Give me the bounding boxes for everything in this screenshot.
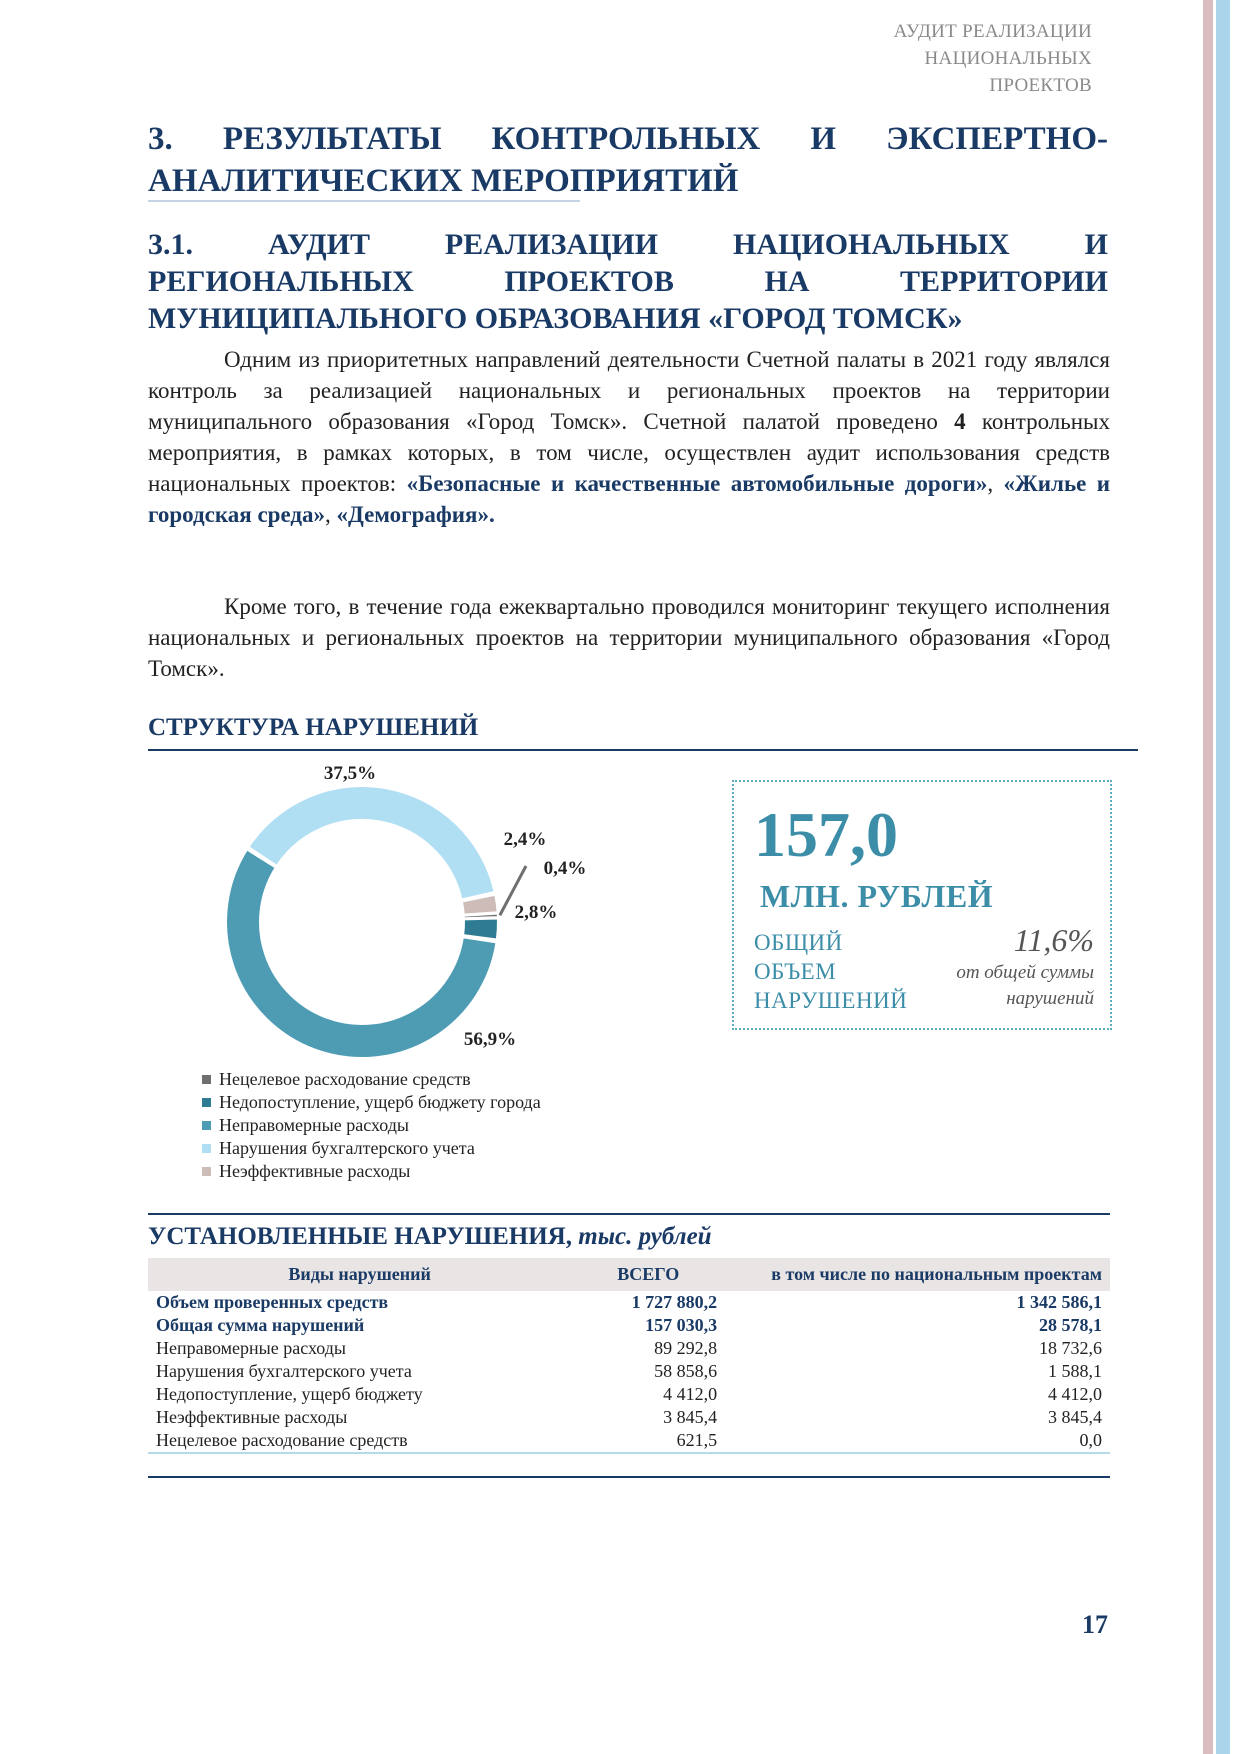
- data-label: 37,5%: [323, 763, 377, 784]
- col-header-national: в том числе по национальным проектам: [725, 1258, 1110, 1291]
- subsection-title: 3.1. АУДИТ РЕАЛИЗАЦИИ НАЦИОНАЛЬНЫХ И РЕГИОНАЛЬНЫХ ПРОЕКТОВ НА ТЕРРИТОРИИ МУНИЦИПАЛЬНОГО ОБРАЗОВАНИЯ «ГОРОД ТОМСК»: [148, 228, 1108, 335]
- data-label: 2,4%: [503, 829, 547, 850]
- running-header-line: ПРОЕКТОВ: [989, 75, 1092, 96]
- table-row: [148, 1406, 1110, 1429]
- paragraph-1-count: 4: [954, 409, 966, 434]
- paragraph-2-text: Кроме того, в течение года ежеквартально проводился мониторинг текущего исполнения национальных и региональных проектов на территории муниципального образования «Город Томск».: [148, 594, 1110, 681]
- project-2: «Жилье и городская среда»: [148, 471, 1110, 527]
- legend-item: [202, 1114, 541, 1137]
- table-row: [148, 1429, 1110, 1453]
- callout-label-line: ОБЩИЙ: [754, 930, 843, 955]
- cell-total: 1 727 880,2: [631, 1292, 718, 1312]
- legend-swatch: [202, 1144, 211, 1153]
- cell-national: 1 342 586,1: [1016, 1292, 1102, 1312]
- side-bar-blue: [1216, 0, 1230, 1754]
- legend-swatch: [202, 1075, 211, 1084]
- legend-label: Неэффективные расходы: [219, 1161, 411, 1181]
- violations-donut-chart: [190, 752, 630, 1072]
- legend-swatch: [202, 1121, 211, 1130]
- cell-national: 4 412,0: [1048, 1384, 1102, 1404]
- cell-national: 18 732,6: [1039, 1338, 1102, 1358]
- table-row: [148, 1383, 1110, 1406]
- project-1: «Безопасные и качественные автомобильные дороги»: [406, 471, 988, 496]
- cell-national: 28 578,1: [1039, 1315, 1102, 1335]
- cell-national: 3 845,4: [1048, 1407, 1102, 1427]
- paragraph-2: [148, 591, 1110, 684]
- callout-unit: МЛН. РУБЛЕЙ: [760, 878, 994, 914]
- cell-total: 621,5: [571, 1429, 725, 1453]
- table-body: [148, 1291, 1110, 1453]
- running-header-line: НАЦИОНАЛЬНЫХ: [924, 48, 1092, 69]
- cell-type: Неэффективные расходы: [156, 1407, 348, 1427]
- data-label: 56,9%: [463, 1029, 517, 1050]
- paragraph-1-text-b: контрольных мероприятия, в рамках которых, в том числе, осуществлен аудит использования средств национальных проектов:: [148, 409, 1111, 496]
- structure-rule: [148, 749, 1138, 751]
- section-title-underline: [148, 200, 580, 202]
- legend-label: Недопоступление, ущерб бюджету города: [219, 1092, 541, 1112]
- callout-percent-note-line: от общей суммы: [956, 962, 1094, 983]
- legend-swatch: [202, 1098, 211, 1107]
- cell-type: Недопоступление, ущерб бюджету: [156, 1384, 423, 1404]
- paragraph-1-text-a: Одним из приоритетных направлений деятельности Счетной палаты в 2021 году являлся контроль за реализацией национальных и региональных проектов на территории муниципального образования «Город Томск». Счетной палатой проведено: [148, 347, 1110, 434]
- cell-type: Неправомерные расходы: [156, 1338, 347, 1358]
- table-title-unit: тыс. рублей: [578, 1223, 712, 1250]
- chart-legend: [202, 1068, 541, 1183]
- legend-label: Нецелевое расходование средств: [219, 1069, 471, 1089]
- cell-total: 58 858,6: [654, 1361, 718, 1381]
- section-title: 3. РЕЗУЛЬТАТЫ КОНТРОЛЬНЫХ И ЭКСПЕРТНО-АНАЛИТИЧЕСКИХ МЕРОПРИЯТИЙ: [148, 121, 1108, 199]
- callout-label: [754, 928, 907, 1015]
- cell-type: Нарушения бухгалтерского учета: [156, 1361, 412, 1381]
- donut-slice: [249, 786, 495, 899]
- callout-percent: 11,6%: [1013, 922, 1094, 958]
- separator: ,: [987, 471, 1004, 496]
- cell-total: 4 412,0: [663, 1384, 718, 1404]
- legend-swatch: [202, 1167, 211, 1176]
- cell-type: Объем проверенных средств: [156, 1292, 389, 1312]
- table-header-row: [148, 1258, 1110, 1291]
- table-top-rule: [148, 1213, 1110, 1215]
- cell-type: Нецелевое расходование средств: [148, 1429, 571, 1453]
- running-header-line: АУДИТ РЕАЛИЗАЦИИ: [893, 21, 1092, 42]
- table-title-text: УСТАНОВЛЕННЫЕ НАРУШЕНИЯ,: [148, 1223, 572, 1250]
- table-row: [148, 1314, 1110, 1337]
- separator: ,: [324, 502, 337, 527]
- legend-label: Неправомерные расходы: [219, 1115, 410, 1135]
- col-header-total: ВСЕГО: [571, 1258, 725, 1291]
- callout-label-line: НАРУШЕНИЙ: [754, 988, 908, 1013]
- total-violations-callout: [732, 780, 1112, 1030]
- page-number: 17: [1082, 1610, 1108, 1639]
- table-title: [148, 1223, 712, 1251]
- col-header-type: Виды нарушений: [148, 1258, 571, 1291]
- cell-national: 0,0: [725, 1429, 1110, 1453]
- cell-total: 3 845,4: [663, 1407, 718, 1427]
- legend-item: [202, 1068, 541, 1091]
- table-row: [148, 1337, 1110, 1360]
- legend-label: Нарушения бухгалтерского учета: [219, 1138, 475, 1158]
- legend-item: [202, 1091, 541, 1114]
- paragraph-1: [148, 344, 1110, 530]
- callout-percent-note-line: нарушений: [1006, 988, 1094, 1009]
- side-bar-pink: [1203, 0, 1213, 1754]
- table-row: [148, 1291, 1110, 1314]
- cell-total: 89 292,8: [654, 1338, 718, 1358]
- table-row: [148, 1360, 1110, 1383]
- callout-value: 157,0: [754, 799, 898, 870]
- callout-label-line: ОБЪЕМ: [754, 959, 837, 984]
- legend-item: [202, 1160, 541, 1183]
- donut-slice: [463, 918, 498, 939]
- structure-title: СТРУКТУРА НАРУШЕНИЙ: [148, 714, 479, 741]
- data-label: 0,4%: [543, 858, 587, 879]
- running-header: [894, 18, 1092, 99]
- legend-item: [202, 1137, 541, 1160]
- violations-table: [148, 1258, 1110, 1454]
- callout-percent-note: [956, 960, 1094, 1012]
- project-3: «Демография».: [336, 502, 495, 527]
- cell-type: Общая сумма нарушений: [156, 1315, 365, 1335]
- cell-national: 1 588,1: [1048, 1361, 1102, 1381]
- table-bottom-rule: [148, 1476, 1110, 1478]
- data-label: 2,8%: [514, 902, 558, 923]
- cell-total: 157 030,3: [645, 1315, 718, 1335]
